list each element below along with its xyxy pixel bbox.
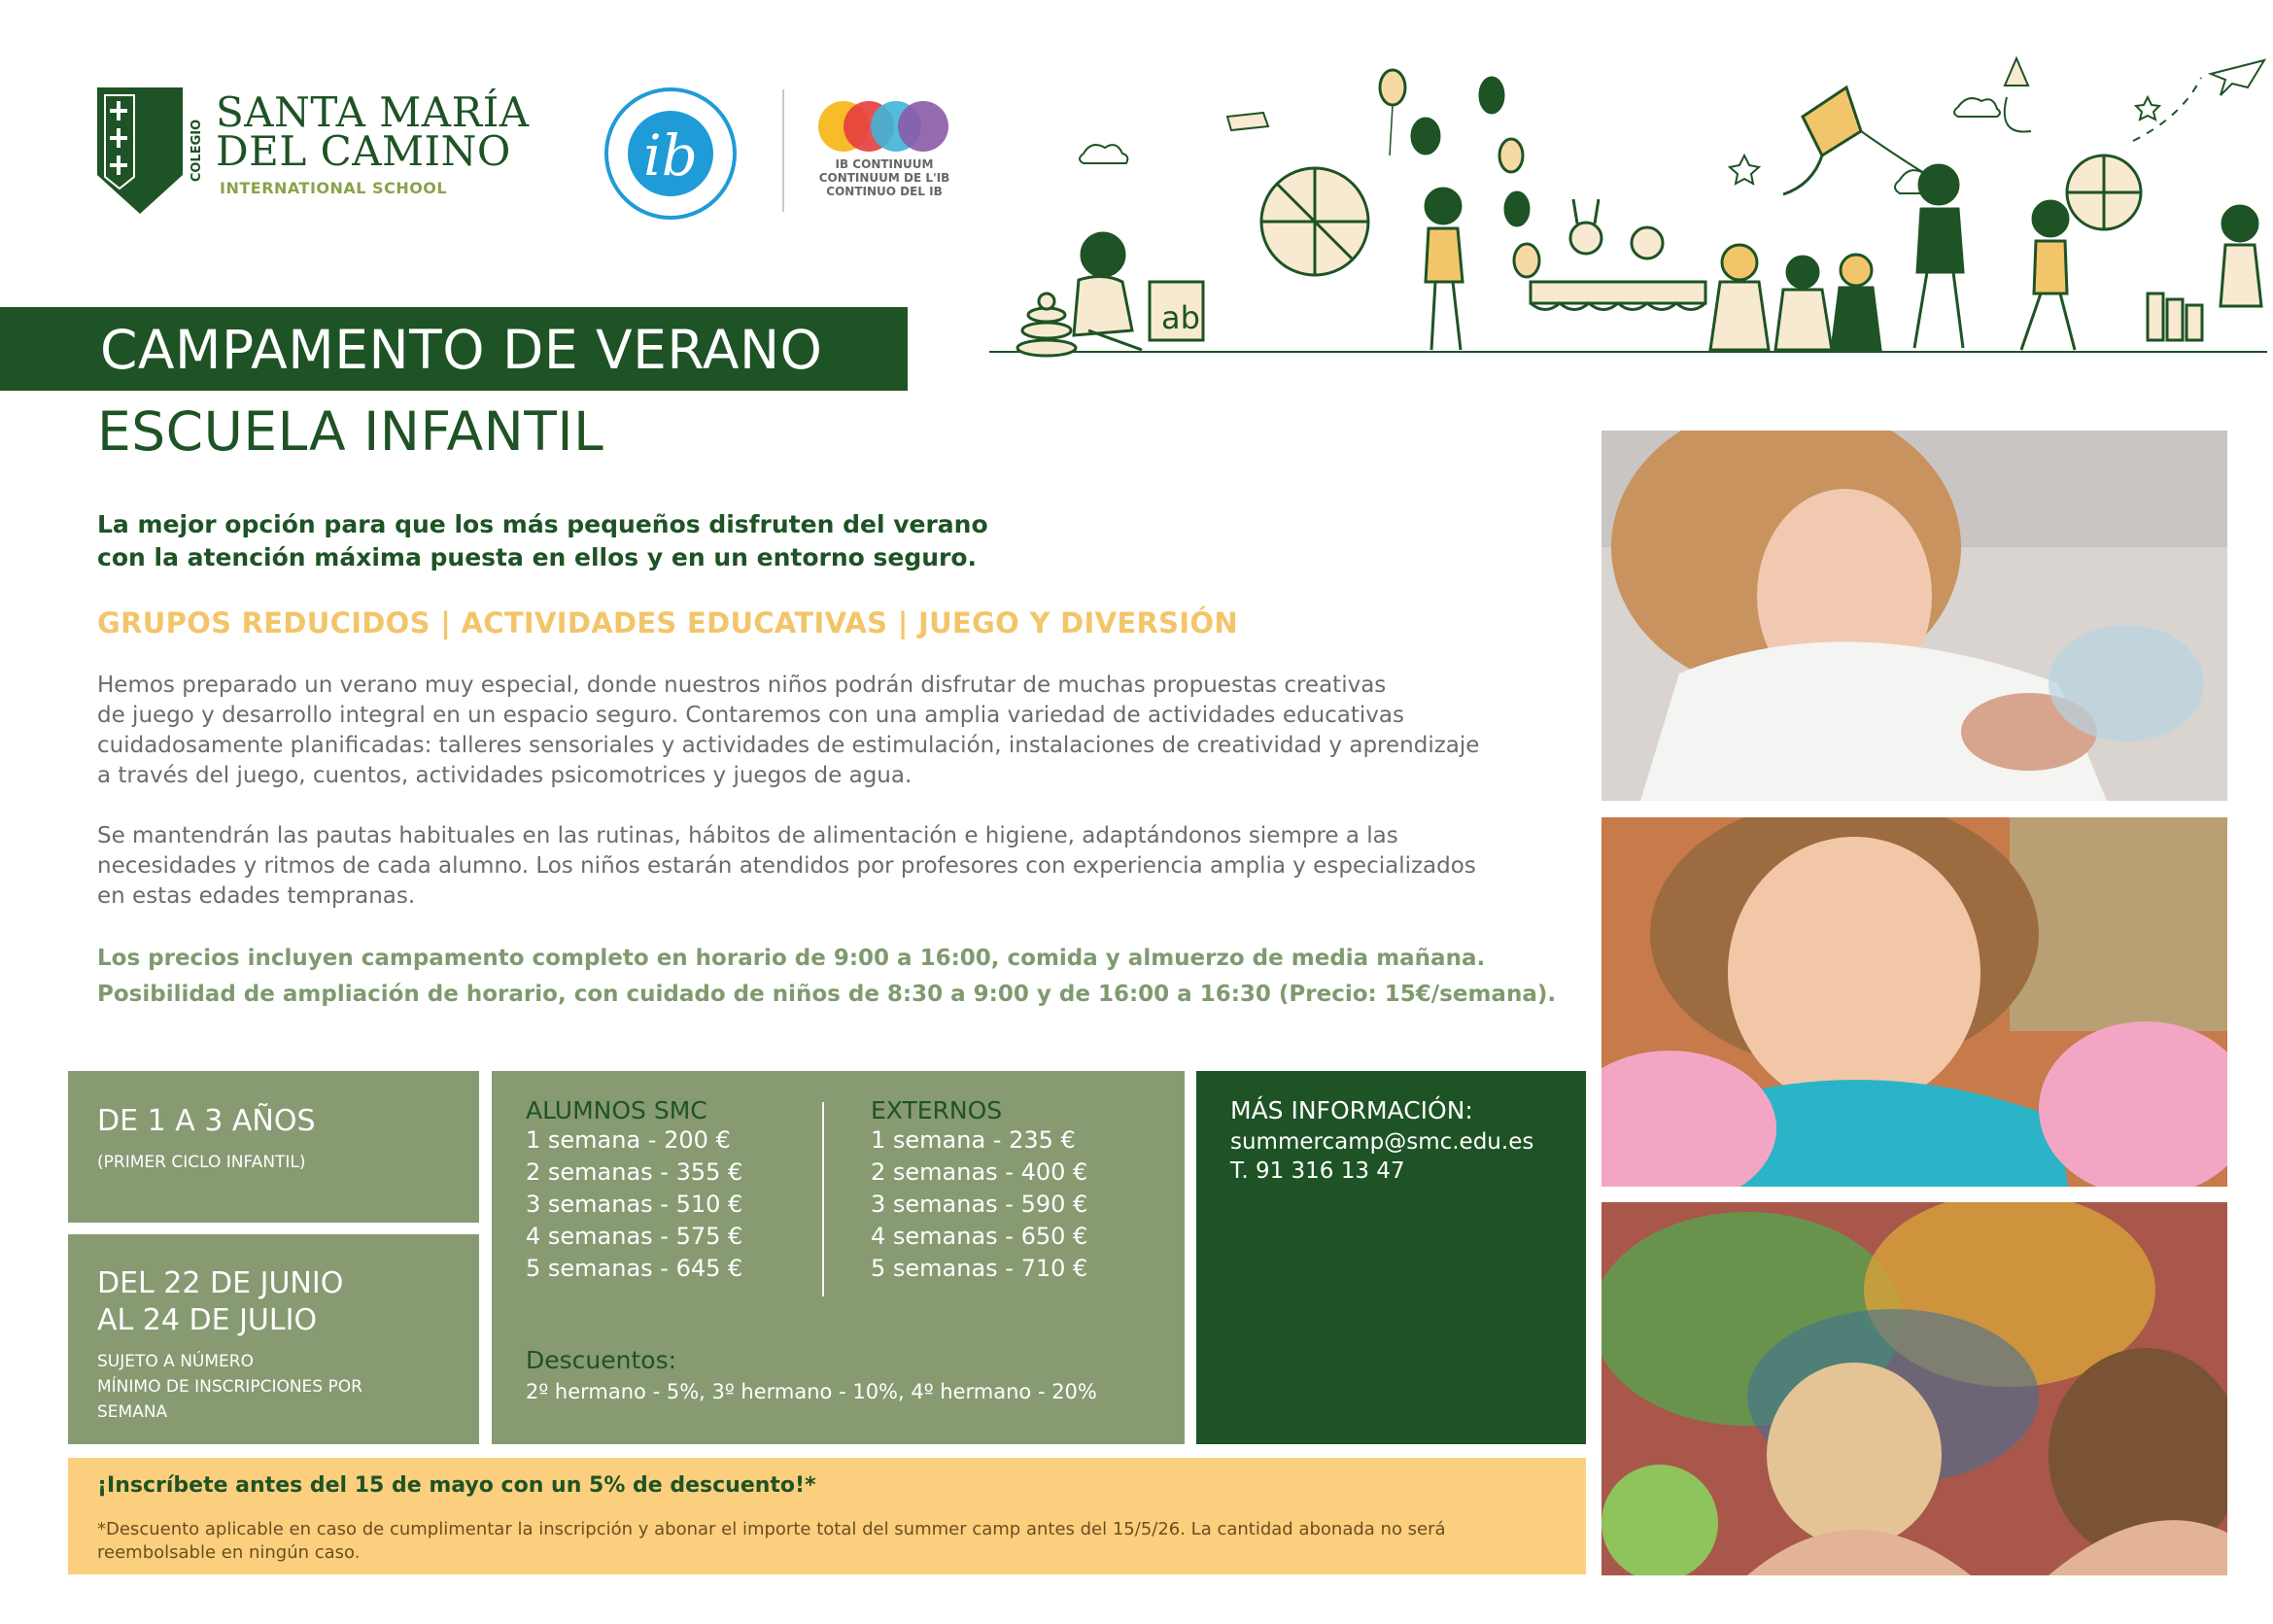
pricing-box xyxy=(492,1071,1185,1444)
dates-title xyxy=(97,1265,343,1339)
svg-text:ib: ib xyxy=(643,122,698,189)
promo-footnote-line: reembolsable en ningún caso. xyxy=(97,1542,361,1563)
colegio-vertical-label xyxy=(189,107,212,194)
price-item: 4 semanas - 650 € xyxy=(871,1223,1088,1250)
school-name-line1: SANTA MARÍA xyxy=(216,88,530,136)
description-paragraph-2 xyxy=(97,821,1594,912)
paragraph-line: Hemos preparado un verano muy especial, donde nuestros niños podrán disfrutar de muchas propuestas creativas xyxy=(97,673,1387,698)
school-name xyxy=(216,88,530,175)
price-item: 3 semanas - 590 € xyxy=(871,1191,1088,1218)
paragraph-line: de juego y desarrollo integral en un espacio seguro. Contaremos con una amplia variedad de actividades educativas xyxy=(97,703,1404,728)
promo-title: ¡Inscríbete antes del 15 de mayo con un 5% de descuento!* xyxy=(97,1473,816,1498)
svg-text:ab: ab xyxy=(1161,299,1200,336)
ib-continuum-circles-logo xyxy=(816,97,952,155)
price-item: 1 semana - 235 € xyxy=(871,1126,1076,1154)
discounts-heading: Descuentos: xyxy=(526,1346,677,1374)
contact-phone: T. 91 316 13 47 xyxy=(1230,1158,1405,1184)
price-item: 3 semanas - 510 € xyxy=(526,1191,743,1218)
photo-children-painting-mural xyxy=(1601,1202,2227,1575)
promo-footnote xyxy=(97,1518,1446,1565)
paragraph-line: a través del juego, cuentos, actividades psicomotrices y juegos de agua. xyxy=(97,763,913,788)
contact-email-link[interactable]: summercamp@smc.edu.es xyxy=(1230,1129,1534,1155)
description-paragraph-1 xyxy=(97,671,1594,791)
dates-line: AL 24 DE JULIO xyxy=(97,1303,318,1337)
prices-note xyxy=(97,941,1556,1013)
ib-world-school-badge xyxy=(603,86,739,222)
photo-smiling-child-in-pool xyxy=(1601,817,2227,1187)
dates-line: DEL 22 DE JUNIO xyxy=(97,1266,344,1300)
price-item: 4 semanas - 575 € xyxy=(526,1223,743,1250)
price-item: 5 semanas - 645 € xyxy=(526,1255,743,1282)
dates-note-line: MÍNIMO DE INSCRIPCIONES POR xyxy=(97,1377,362,1397)
svg-text:COLEGIO: COLEGIO xyxy=(189,119,204,183)
dates-note xyxy=(97,1349,362,1425)
intro-line: La mejor opción para que los más pequeños disfruten del verano xyxy=(97,510,988,538)
dates-box xyxy=(68,1234,479,1444)
alumnos-heading: ALUMNOS SMC xyxy=(526,1096,707,1124)
children-playing-illustration xyxy=(986,39,2269,364)
externos-price-column xyxy=(871,1096,1087,1285)
price-item: 5 semanas - 710 € xyxy=(871,1255,1088,1282)
externos-price-list xyxy=(871,1124,1087,1285)
age-range-title: DE 1 A 3 AÑOS xyxy=(97,1104,316,1138)
age-range-subtitle: (PRIMER CICLO INFANTIL) xyxy=(97,1153,306,1172)
alumnos-price-column xyxy=(526,1096,742,1285)
prices-note-line: Los precios incluyen campamento completo en horario de 9:00 a 16:00, comida y almuerzo de media mañana. xyxy=(97,946,1486,971)
tagline: GRUPOS REDUCIDOS | ACTIVIDADES EDUCATIVAS | JUEGO Y DIVERSIÓN xyxy=(97,606,1238,639)
ib-continuum-line: CONTINUO DEL IB xyxy=(826,185,943,198)
ib-continuum-text xyxy=(802,157,967,198)
paragraph-line: cuidadosamente planificadas: talleres sensoriales y actividades de estimulación, instalaciones de creatividad y aprendizaje xyxy=(97,733,1480,758)
dates-note-line: SUJETO A NÚMERO xyxy=(97,1352,254,1371)
logo-separator xyxy=(782,89,784,212)
contact-info-box xyxy=(1196,1071,1586,1444)
title-banner xyxy=(0,307,908,391)
paragraph-line: en estas edades tempranas. xyxy=(97,883,416,909)
dates-note-line: SEMANA xyxy=(97,1402,168,1422)
ib-continuum-line: IB CONTINUUM xyxy=(835,157,934,171)
international-school-label: INTERNATIONAL SCHOOL xyxy=(220,179,448,197)
paragraph-line: necesidades y ritmos de cada alumno. Los niños estarán atendidos por profesores con experiencia amplia y especializados xyxy=(97,853,1476,879)
price-item: 2 semanas - 400 € xyxy=(871,1158,1088,1186)
externos-heading: EXTERNOS xyxy=(871,1096,1003,1124)
price-column-divider xyxy=(822,1102,824,1296)
ib-continuum-line: CONTINUUM DE L'IB xyxy=(818,171,950,185)
contact-heading: MÁS INFORMACIÓN: xyxy=(1230,1096,1473,1124)
school-shield-logo xyxy=(95,86,185,216)
age-range-box xyxy=(68,1071,479,1223)
early-signup-promo-box xyxy=(68,1458,1586,1574)
page-subtitle: ESCUELA INFANTIL xyxy=(97,400,604,463)
intro-text xyxy=(97,508,1069,574)
paragraph-line: Se mantendrán las pautas habituales en las rutinas, hábitos de alimentación e higiene, adaptándonos siempre a las xyxy=(97,823,1398,848)
discounts-text: 2º hermano - 5%, 3º hermano - 10%, 4º hermano - 20% xyxy=(526,1380,1097,1403)
intro-line: con la atención máxima puesta en ellos y en un entorno seguro. xyxy=(97,543,978,571)
price-item: 1 semana - 200 € xyxy=(526,1126,731,1154)
prices-note-line: Posibilidad de ampliación de horario, con cuidado de niños de 8:30 a 9:00 y de 16:00 a 16:30 (Precio: 15€/semana). xyxy=(97,982,1557,1007)
price-item: 2 semanas - 355 € xyxy=(526,1158,743,1186)
photo-child-playing-with-paint xyxy=(1601,431,2227,801)
page-title: CAMPAMENTO DE VERANO xyxy=(100,319,823,381)
promo-footnote-line: *Descuento aplicable en caso de cumplimentar la inscripción y abonar el importe total del summer camp antes del 15/5/26. La cantidad abonada no será xyxy=(97,1519,1446,1539)
alumnos-price-list xyxy=(526,1124,742,1285)
school-name-line2: DEL CAMINO xyxy=(216,127,511,175)
